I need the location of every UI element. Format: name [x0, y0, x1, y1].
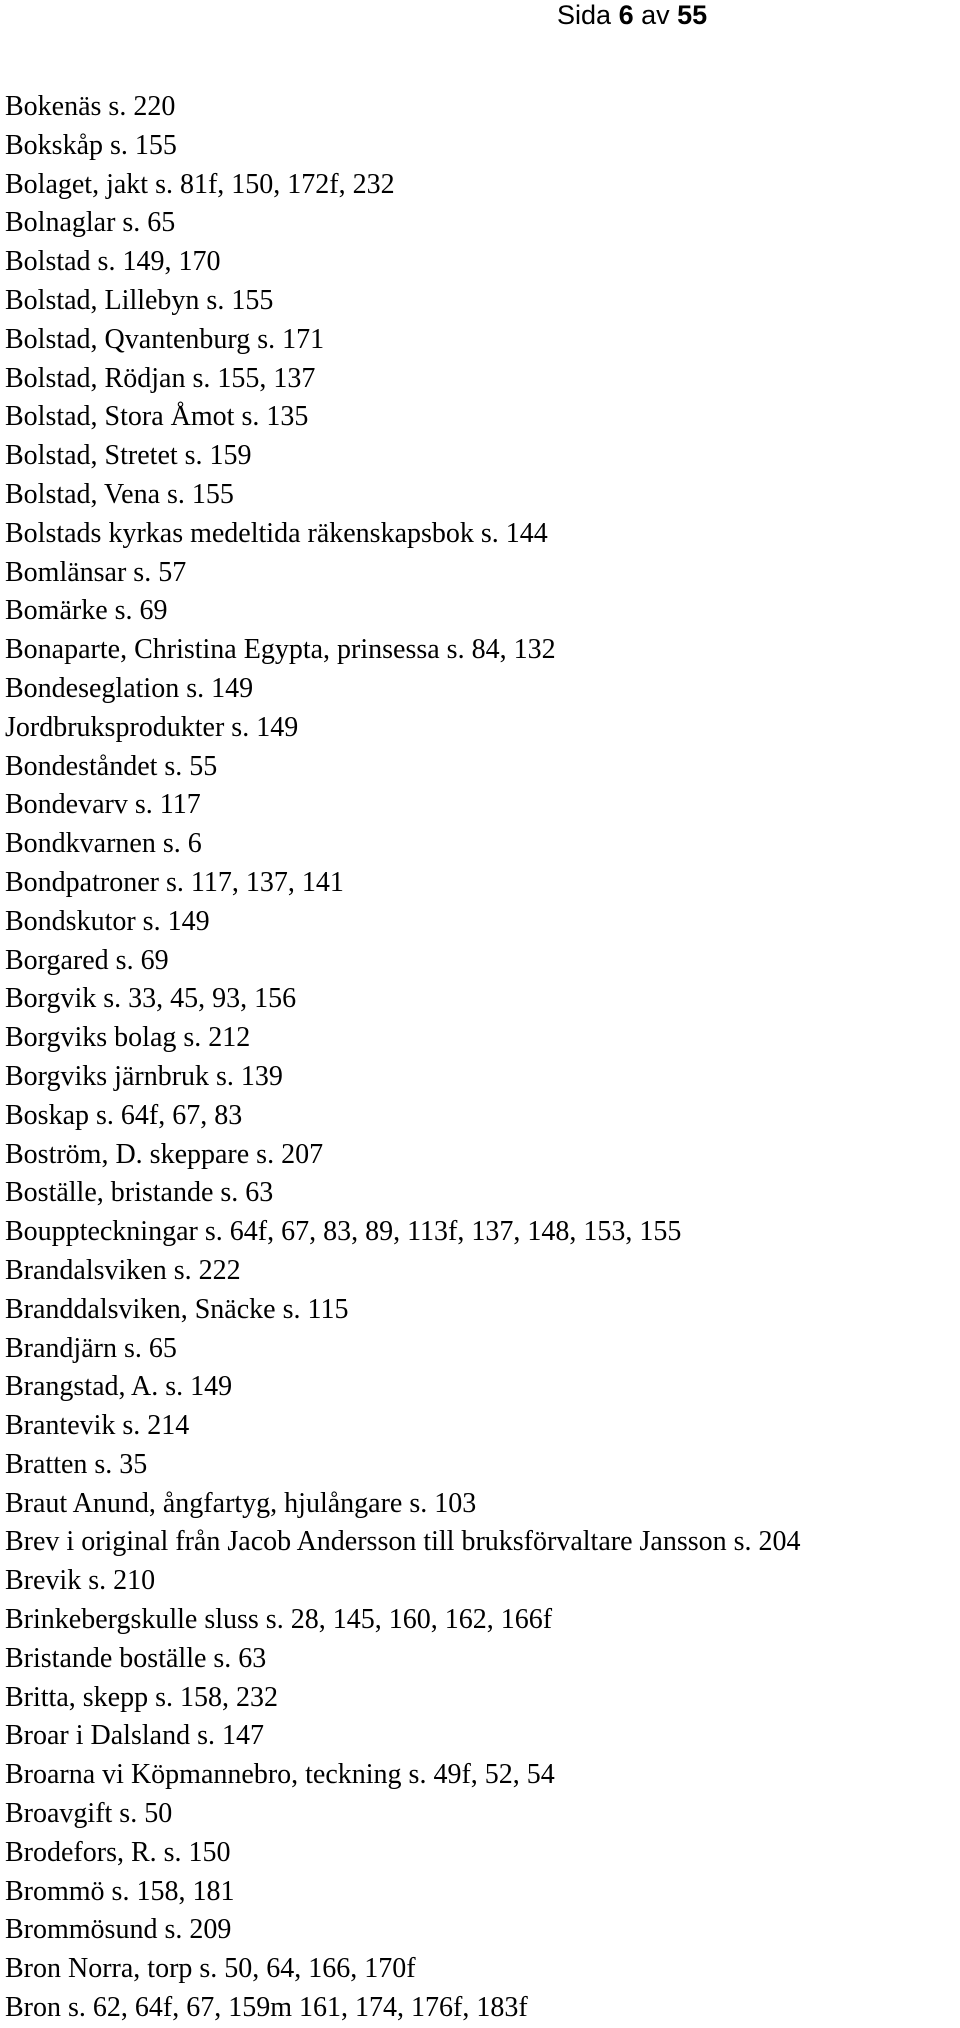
index-entry: Borgviks bolag s. 212 [5, 1022, 251, 1054]
current-page-number: 6 [618, 0, 634, 30]
index-entry: Brandjärn s. 65 [5, 1332, 177, 1364]
index-entry: Bolstad, Lillebyn s. 155 [5, 284, 274, 316]
index-entry: Britta, skepp s. 158, 232 [5, 1681, 278, 1713]
index-entry: Brevik s. 210 [5, 1565, 156, 1597]
index-entry: Bomlänsar s. 57 [5, 556, 187, 588]
index-entry: Boström, D. skeppare s. 207 [5, 1138, 324, 1170]
index-entry: Broar i Dalsland s. 147 [5, 1720, 264, 1752]
index-entry: Bondeseglation s. 149 [5, 672, 254, 704]
index-entry: Bolstad s. 149, 170 [5, 246, 221, 278]
page-indicator-separator: av [641, 0, 670, 30]
index-entry: Jordbruksprodukter s. 149 [5, 711, 299, 743]
index-entry: Bomärke s. 69 [5, 595, 168, 627]
index-entry: Braut Anund, ångfartyg, hjulångare s. 103 [5, 1487, 477, 1519]
index-entry: Bolnaglar s. 65 [5, 207, 176, 239]
index-entry: Bondeståndet s. 55 [5, 750, 218, 782]
index-entry: Brodefors, R. s. 150 [5, 1836, 231, 1868]
index-entry: Brangstad, A. s. 149 [5, 1371, 233, 1403]
index-entry: Bristande boställe s. 63 [5, 1642, 267, 1674]
index-entry: Bolstad, Stretet s. 159 [5, 440, 252, 472]
index-entry: Borgared s. 69 [5, 944, 169, 976]
index-entry: Bonaparte, Christina Egypta, prinsessa s. 84, 132 [5, 634, 556, 666]
index-entry: Bolstad, Qvantenburg s. 171 [5, 323, 325, 355]
index-entry: Brandalsviken s. 222 [5, 1254, 241, 1286]
index-entry: Bondevarv s. 117 [5, 789, 201, 821]
index-entry: Brantevik s. 214 [5, 1410, 190, 1442]
index-entry: Bolstad, Stora Åmot s. 135 [5, 401, 309, 433]
index-entry: Borgvik s. 33, 45, 93, 156 [5, 983, 297, 1015]
index-entry: Brinkebergskulle sluss s. 28, 145, 160, 162, 166f [5, 1604, 553, 1636]
index-entry: Bondkvarnen s. 6 [5, 828, 202, 860]
index-entry: Bolstads kyrkas medeltida räkenskapsbok s. 144 [5, 517, 548, 549]
index-entry: Broavgift s. 50 [5, 1798, 173, 1830]
total-page-count: 55 [677, 0, 708, 30]
index-entry: Bolstad, Rödjan s. 155, 137 [5, 362, 316, 394]
index-entry: Bolaget, jakt s. 81f, 150, 172f, 232 [5, 168, 395, 200]
index-entry: Bratten s. 35 [5, 1448, 148, 1480]
index-entry: Brev i original från Jacob Andersson till bruksförvaltare Jansson s. 204 [5, 1526, 801, 1558]
index-entry: Bolstad, Vena s. 155 [5, 478, 234, 510]
index-entry: Broarna vi Köpmannebro, teckning s. 49f, 52, 54 [5, 1759, 555, 1791]
index-entry: Bondskutor s. 149 [5, 905, 210, 937]
index-entry: Bron Norra, torp s. 50, 64, 166, 170f [5, 1953, 416, 1985]
page-indicator-prefix: Sida [557, 0, 612, 30]
index-entry: Bokskåp s. 155 [5, 129, 177, 161]
index-entry: Branddalsviken, Snäcke s. 115 [5, 1293, 349, 1325]
index-entry: Brommö s. 158, 181 [5, 1875, 235, 1907]
index-entry: Brommösund s. 209 [5, 1914, 232, 1946]
index-entry: Bouppteckningar s. 64f, 67, 83, 89, 113f, 137, 148, 153, 155 [5, 1216, 682, 1248]
index-entry-list [5, 88, 960, 2028]
index-entry: Boställe, bristande s. 63 [5, 1177, 274, 1209]
index-entry: Bokenäs s. 220 [5, 91, 176, 122]
index-entry: Boskap s. 64f, 67, 83 [5, 1099, 243, 1131]
index-entry: Bron s. 62, 64f, 67, 159m 161, 174, 176f, 183f [5, 1992, 528, 2024]
index-entry: Borgviks järnbruk s. 139 [5, 1060, 283, 1092]
index-entry: Bondpatroner s. 117, 137, 141 [5, 866, 344, 898]
page-indicator [557, 0, 707, 30]
